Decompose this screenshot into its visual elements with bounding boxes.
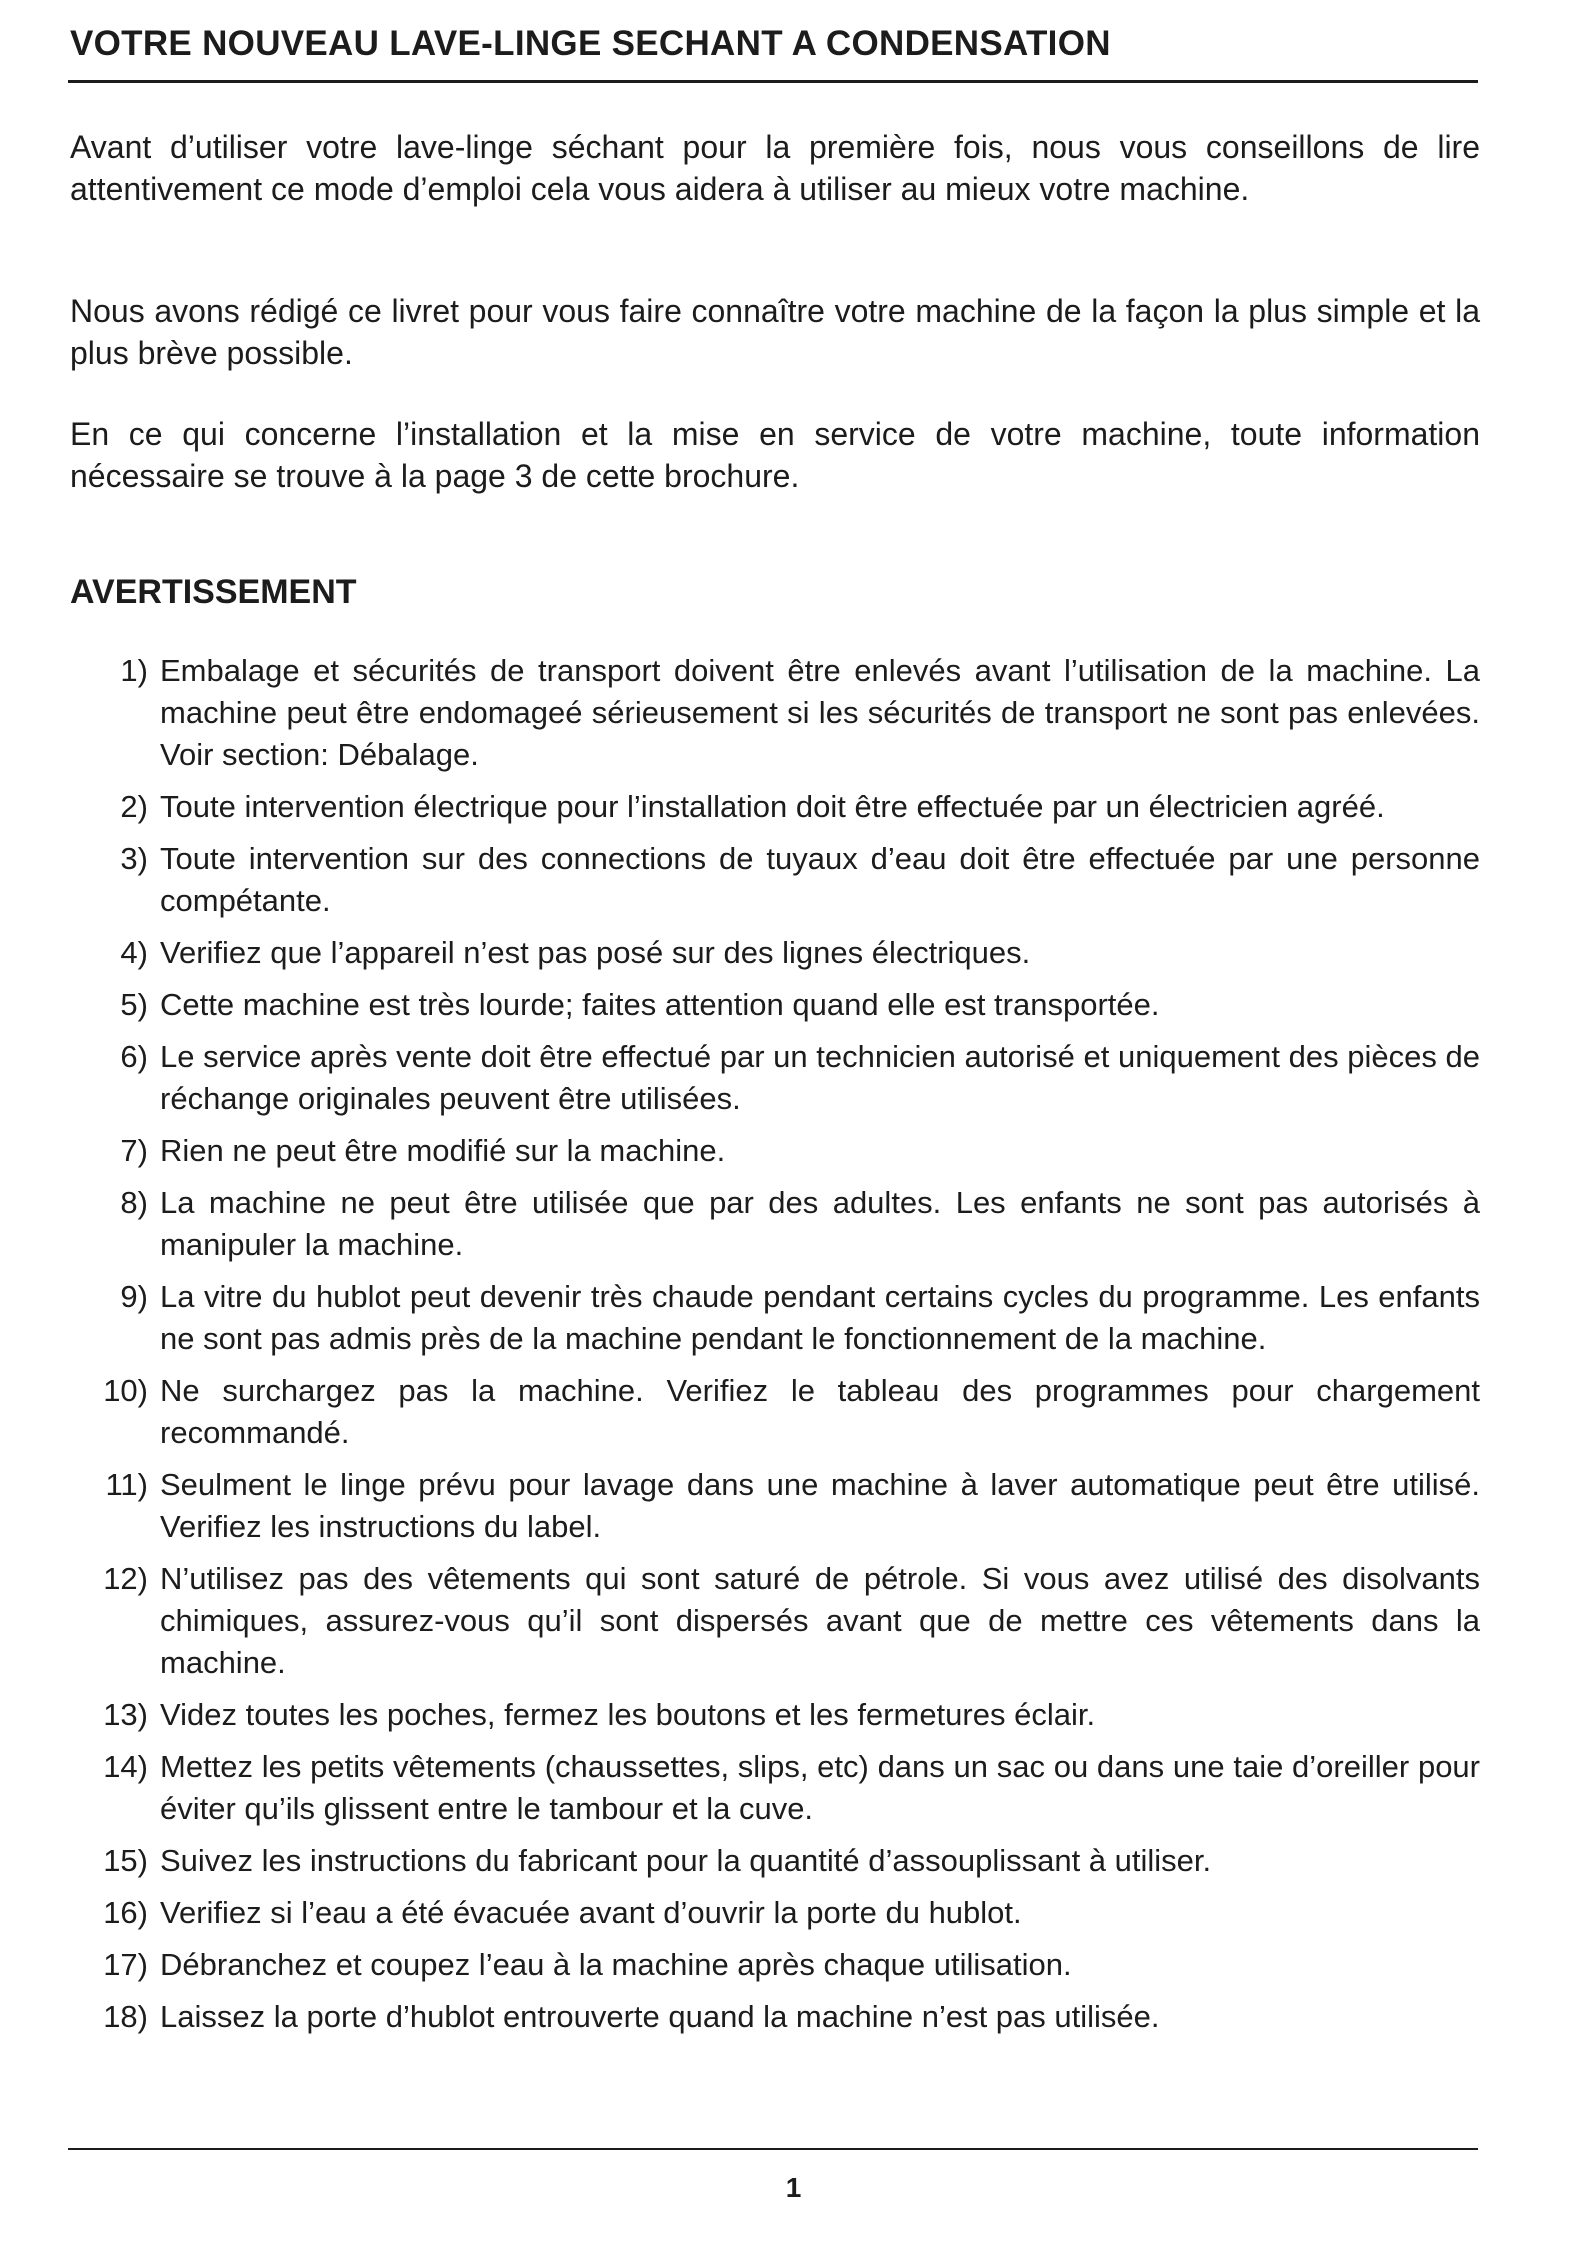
- warning-text: La vitre du hublot peut devenir très chaude pendant certains cycles du programme. Les enfants ne sont pas admis près de la machine pendant le fonctionnement de la machine.: [160, 1279, 1480, 1356]
- warning-number: 13): [103, 1697, 148, 1732]
- warning-text: Mettez les petits vêtements (chaussettes, slips, etc) dans un sac ou dans une taie d’oreiller pour éviter qu’ils glissent entre le tambour et la cuve.: [160, 1749, 1480, 1826]
- warning-item-12: [70, 1558, 1480, 1684]
- warning-item-1: [70, 650, 1480, 776]
- warning-number: 11): [105, 1467, 148, 1502]
- warning-number: 18): [103, 1999, 148, 2034]
- warning-item-18: [70, 1996, 1480, 2038]
- warning-number: 9): [120, 1279, 148, 1314]
- warning-number: 7): [120, 1133, 148, 1168]
- warning-text: La machine ne peut être utilisée que par des adultes. Les enfants ne sont pas autorisés à manipuler la machine.: [160, 1185, 1480, 1262]
- warning-item-9: [70, 1276, 1480, 1360]
- warning-number: 17): [103, 1947, 148, 1982]
- warning-item-5: [70, 984, 1480, 1026]
- warning-item-6: [70, 1036, 1480, 1120]
- warning-item-17: [70, 1944, 1480, 1986]
- warning-number: 3): [120, 841, 148, 876]
- warning-number: 15): [103, 1843, 148, 1878]
- page-number: 1: [785, 2172, 802, 2203]
- warning-item-11: [70, 1464, 1480, 1548]
- warning-number: 10): [103, 1373, 148, 1408]
- warning-text: Embalage et sécurités de transport doivent être enlevés avant l’utilisation de la machine. La machine peut être endomageé sérieusement si les sécurités de transport ne sont pas enlevées. Voir section: Débalage.: [160, 653, 1480, 772]
- warning-item-4: [70, 932, 1480, 974]
- warning-text: Rien ne peut être modifié sur la machine.: [160, 1133, 726, 1168]
- warning-number: 2): [120, 789, 148, 824]
- warning-text: Le service après vente doit être effectué par un technicien autorisé et uniquement des pièces de réchange originales peuvent être utilisées.: [160, 1039, 1480, 1116]
- warning-text: Toute intervention électrique pour l’installation doit être effectuée par un électricien agréé.: [160, 789, 1385, 824]
- warning-heading: AVERTISSEMENT: [70, 573, 357, 611]
- warning-text: N’utilisez pas des vêtements qui sont saturé de pétrole. Si vous avez utilisé des disolvants chimiques, assurez-vous qu’il sont dispersés avant que de mettre ces vêtements dans la machine.: [160, 1561, 1480, 1680]
- warning-number: 5): [120, 987, 148, 1022]
- warning-number: 1): [120, 653, 148, 688]
- warning-text: Verifiez que l’appareil n’est pas posé sur des lignes électriques.: [160, 935, 1031, 970]
- warning-text: Toute intervention sur des connections de tuyaux d’eau doit être effectuée par une personne compétante.: [160, 841, 1480, 918]
- warning-item-15: [70, 1840, 1480, 1882]
- warning-number: 16): [103, 1895, 148, 1930]
- warning-number: 14): [103, 1749, 148, 1784]
- warning-list: [70, 650, 1480, 2048]
- warning-text: Verifiez si l’eau a été évacuée avant d’ouvrir la porte du hublot.: [160, 1895, 1022, 1930]
- warning-item-14: [70, 1746, 1480, 1830]
- warning-text: Laissez la porte d’hublot entrouverte quand la machine n’est pas utilisée.: [160, 1999, 1160, 2034]
- warning-text: Suivez les instructions du fabricant pour la quantité d’assouplissant à utiliser.: [160, 1843, 1212, 1878]
- warning-item-8: [70, 1182, 1480, 1266]
- warning-number: 12): [103, 1561, 148, 1596]
- intro-paragraph-1: Avant d’utiliser votre lave-linge séchant pour la première fois, nous vous conseillons de lire attentivement ce mode d’emploi cela vous aidera à utiliser au mieux votre machine.: [70, 129, 1480, 207]
- warning-item-10: [70, 1370, 1480, 1454]
- top-divider: [68, 80, 1478, 83]
- warning-item-7: [70, 1130, 1480, 1172]
- bottom-divider: [68, 2148, 1478, 2150]
- page-title: VOTRE NOUVEAU LAVE-LINGE SECHANT A CONDENSATION: [70, 24, 1111, 63]
- intro-paragraph-3: En ce qui concerne l’installation et la mise en service de votre machine, toute information nécessaire se trouve à la page 3 de cette brochure.: [70, 416, 1480, 494]
- warning-item-3: [70, 838, 1480, 922]
- warning-number: 8): [120, 1185, 148, 1220]
- intro-paragraph-2: Nous avons rédigé ce livret pour vous faire connaître votre machine de la façon la plus simple et la plus brève possible.: [70, 293, 1480, 371]
- warning-number: 6): [120, 1039, 148, 1074]
- warning-text: Videz toutes les poches, fermez les boutons et les fermetures éclair.: [160, 1697, 1096, 1732]
- warning-number: 4): [120, 935, 148, 970]
- warning-text: Cette machine est très lourde; faites attention quand elle est transportée.: [160, 987, 1160, 1022]
- warning-text: Débranchez et coupez l’eau à la machine après chaque utilisation.: [160, 1947, 1072, 1982]
- warning-item-13: [70, 1694, 1480, 1736]
- warning-text: Ne surchargez pas la machine. Verifiez le tableau des programmes pour chargement recommandé.: [160, 1373, 1480, 1450]
- warning-item-16: [70, 1892, 1480, 1934]
- warning-item-2: [70, 786, 1480, 828]
- warning-text: Seulment le linge prévu pour lavage dans une machine à laver automatique peut être utilisé. Verifiez les instructions du label.: [160, 1467, 1480, 1544]
